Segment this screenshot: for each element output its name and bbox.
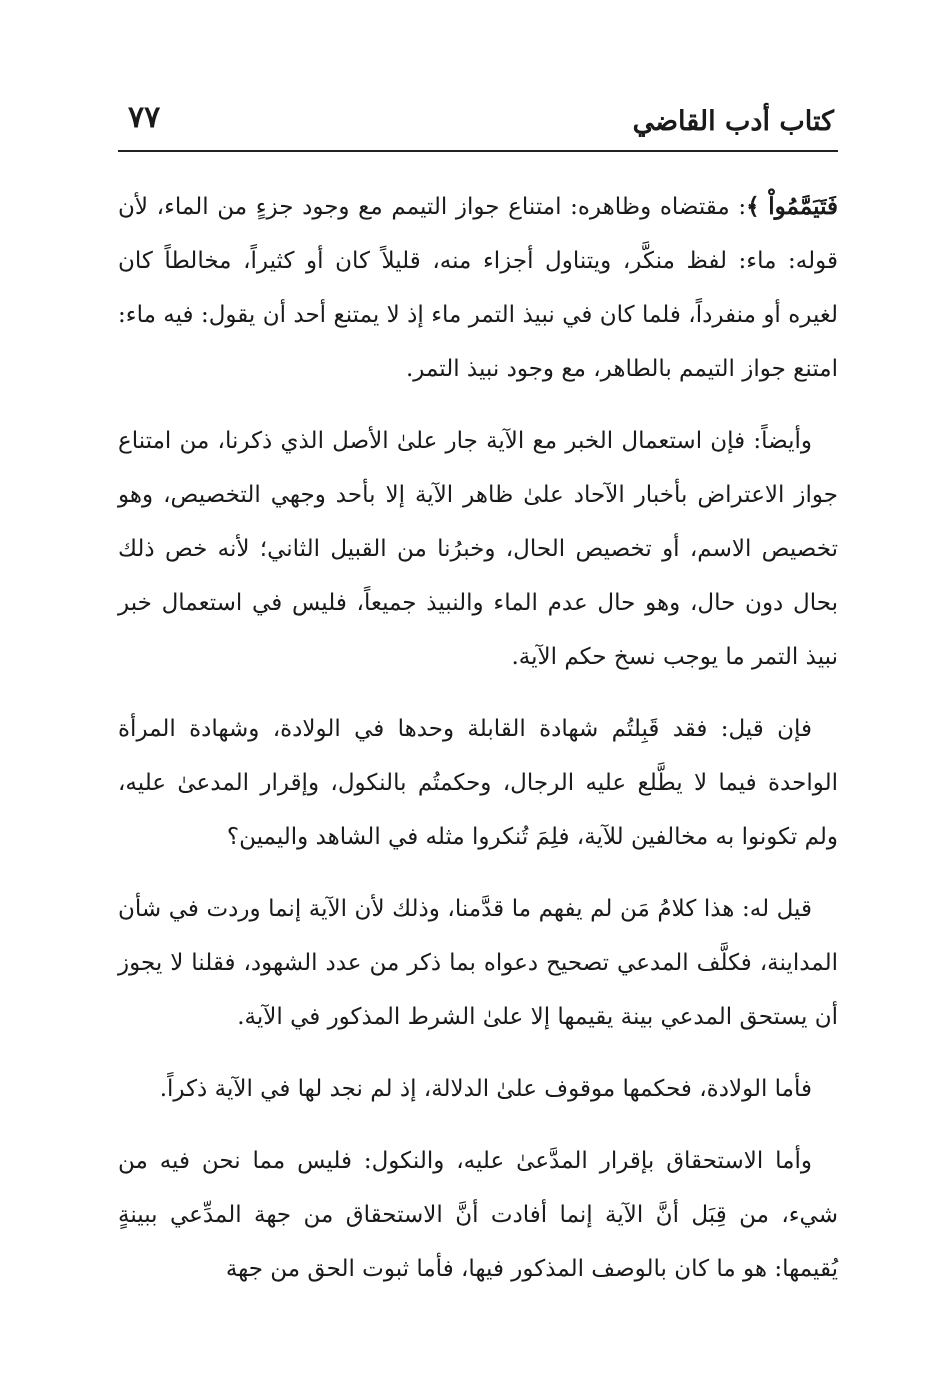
verse-bracket: ﴾ [746,193,760,220]
paragraph: وأيضاً: فإن استعمال الخبر مع الآية جار علىٰ الأصل الذي ذكرنا، من امتناع جواز الاعتراض بأخبار الآحاد علىٰ ظاهر الآية إلا بأحد وجهي التخصيص، وهو تخصيص الاسم، أو تخصيص الحال، وخبرُنا من القبيل الثاني؛ لأنه خص ذلك بحال دون حال، وهو حال عدم الماء والنبيذ جميعاً، فليس في استعمال خبر نبيذ التمر ما يوجب نسخ حكم الآية. [118,428,838,670]
page-number: ٧٧ [128,100,161,135]
header-rule [118,150,838,152]
paragraph [118,180,838,396]
page-header [118,90,838,150]
paragraph-text: : مقتضاه وظاهره: امتناع جواز التيمم مع وجود جزءٍ من الماء، لأن قوله: ماء: لفظ منكَّر، ويتناول أجزاء منه، قليلاً كان أو كثيراً، مخالطاً كان لغيره أو منفرداً، فلما كان في نبيذ التمر ماء إذ لا يمتنع أحد أن يقول: فيه ماء: امتنع جواز التيمم بالطاهر، مع وجود نبيذ التمر. [118,194,838,382]
paragraph: فأما الولادة، فحكمها موقوف علىٰ الدلالة، إذ لم نجد لها في الآية ذكراً. [159,1076,812,1102]
paragraph: قيل له: هذا كلامُ مَن لم يفهم ما قدَّمنا، وذلك لأن الآية إنما وردت في شأن المداينة، فكلَّف المدعي تصحيح دعواه بما ذكر من عدد الشهود، فقلنا لا يجوز أن يستحق المدعي بينة يقيمها إلا علىٰ الشرط المذكور في الآية. [118,896,838,1030]
running-title: كتاب أدب القاضي [632,106,834,137]
body-text [118,180,838,1314]
paragraph: وأما الاستحقاق بإقرار المدَّعىٰ عليه، والنكول: فليس مما نحن فيه من شيء، من قِبَل أنَّ الآية إنما أفادت أنَّ الاستحقاق من جهة المدِّعي ببينةٍ يُقيمها: هو ما كان بالوصف المذكور فيها، فأما ثبوت الحق من جهة [118,1148,838,1282]
quran-verse: فَتَيَمَّمُواْ [768,193,839,220]
paragraph: فإن قيل: فقد قَبِلتُم شهادة القابلة وحدها في الولادة، وشهادة المرأة الواحدة فيما لا يطَّلع عليه الرجال، وحكمتُم بالنكول، وإقرار المدعىٰ عليه، ولم تكونوا به مخالفين للآية، فلِمَ تُنكروا مثله في الشاهد واليمين؟ [118,716,838,850]
